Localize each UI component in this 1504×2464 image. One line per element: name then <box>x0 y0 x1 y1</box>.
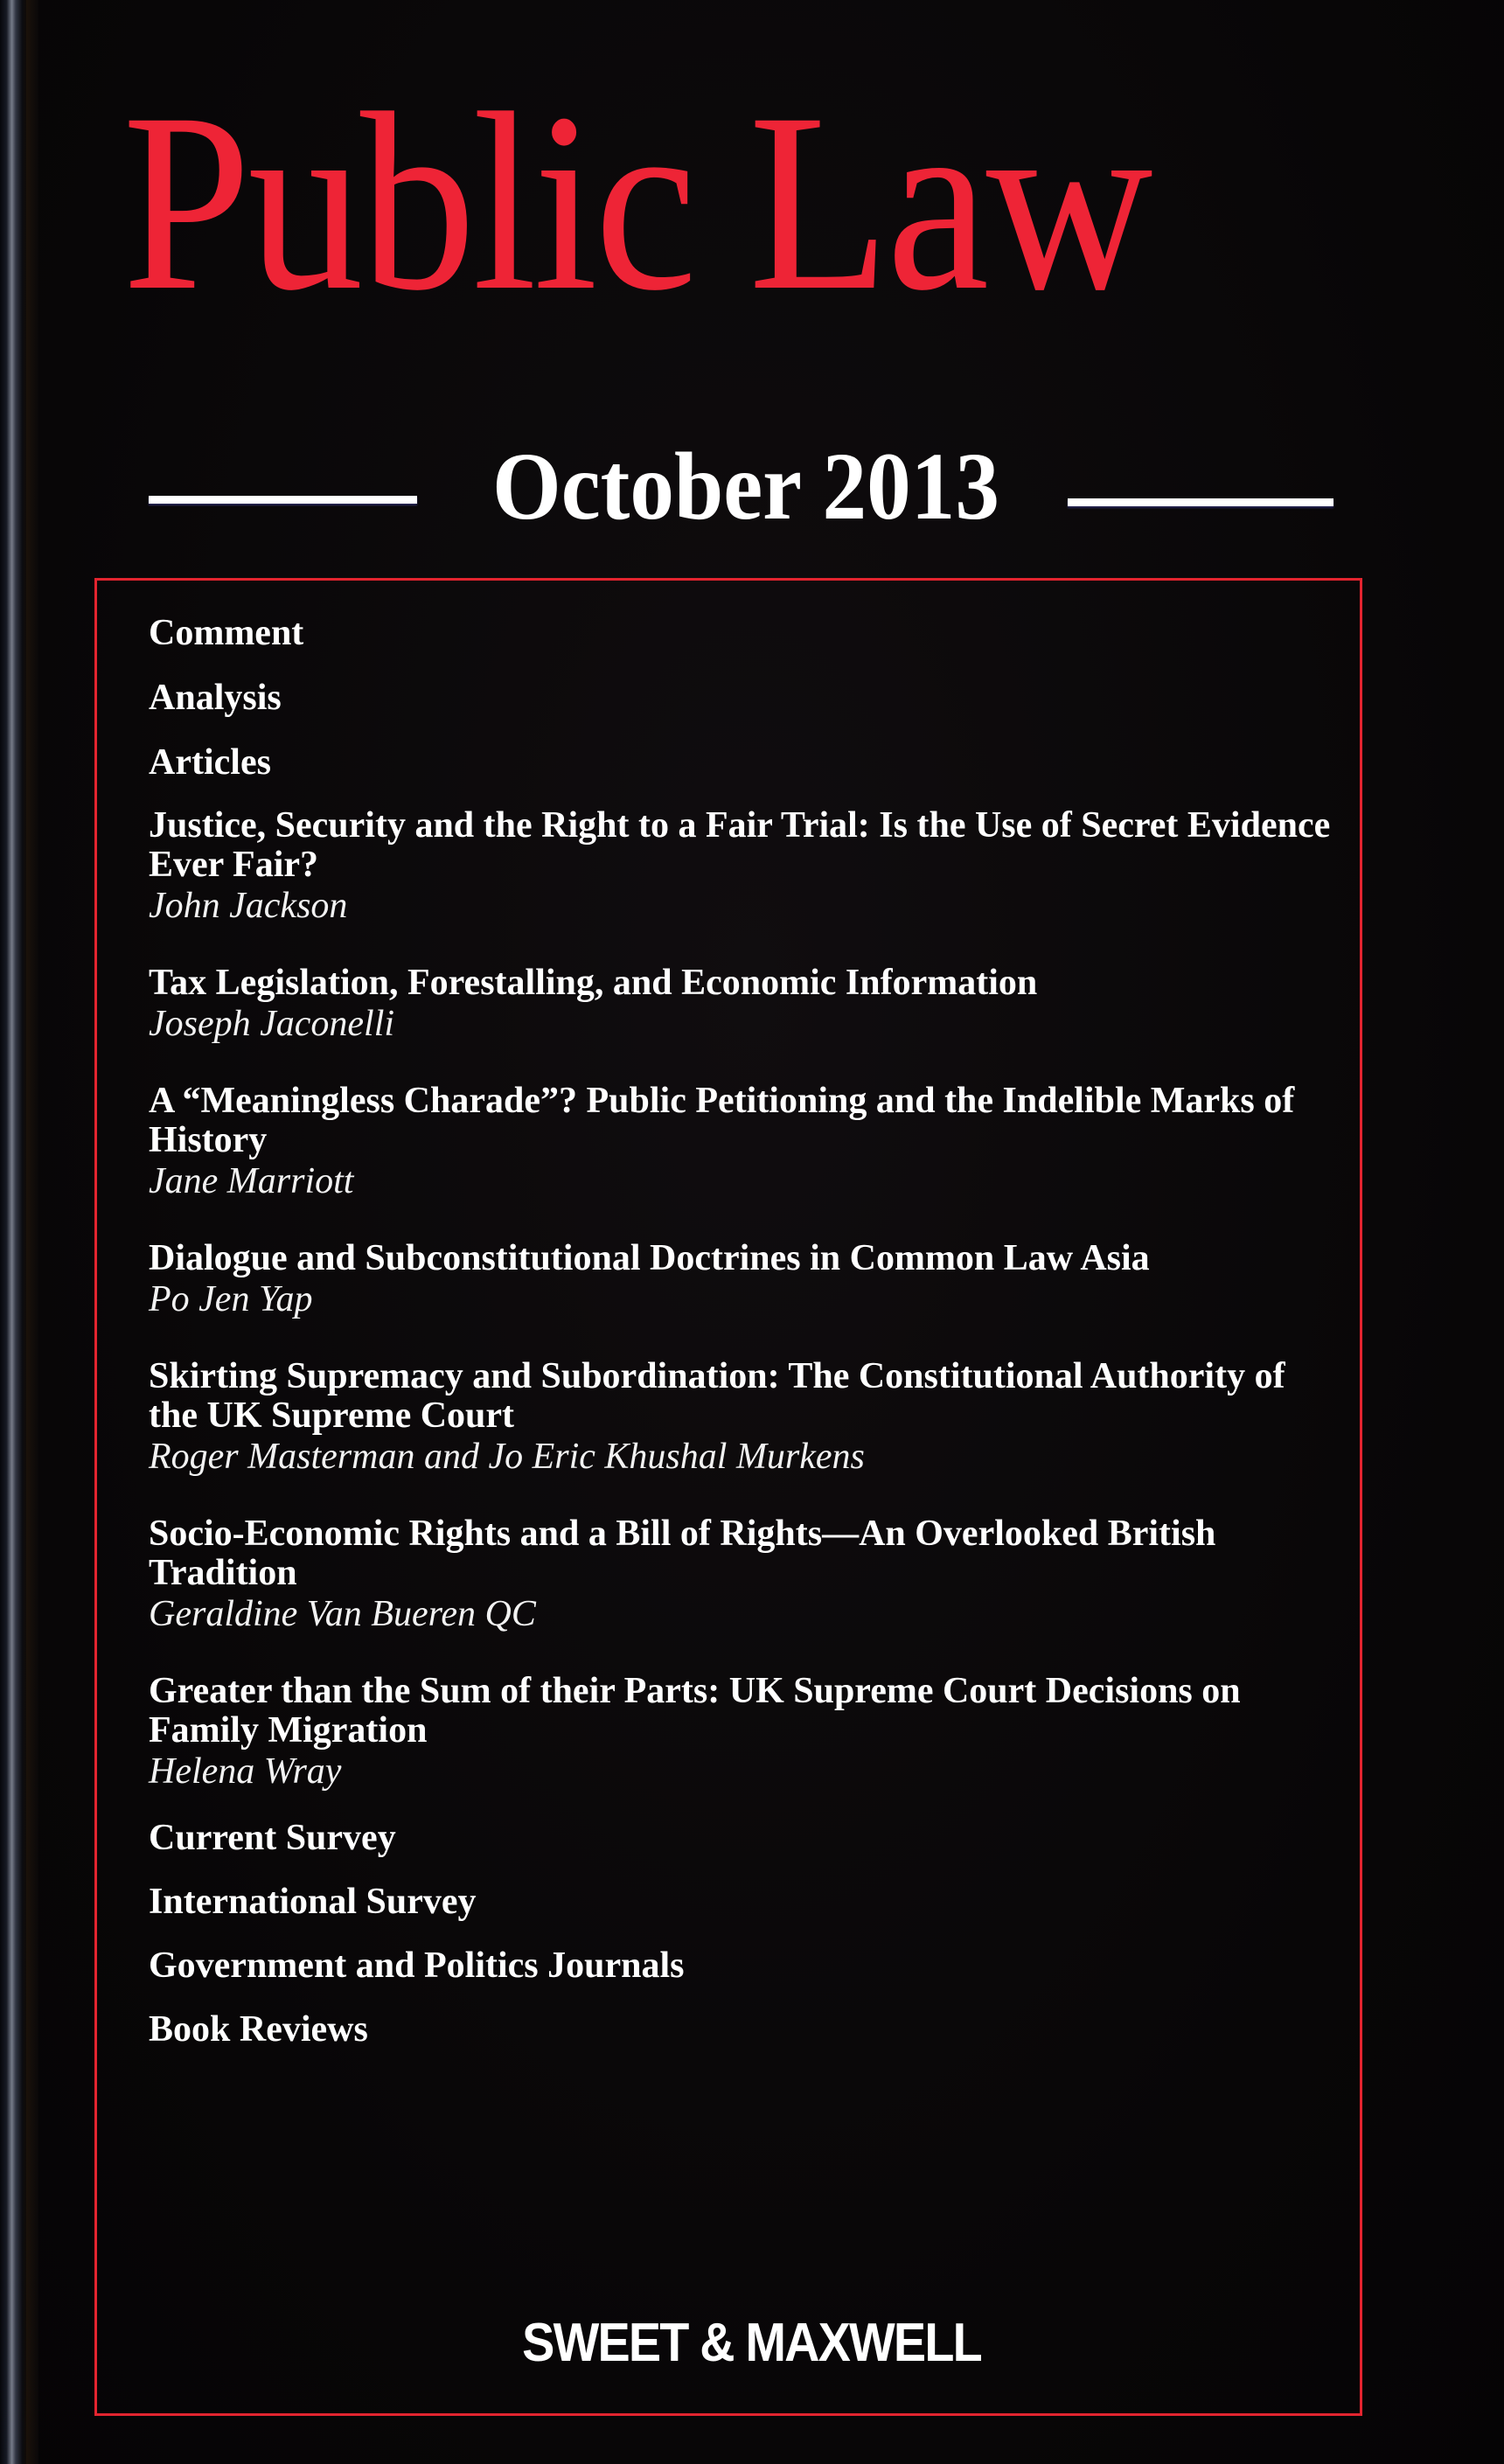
article-title: A “Meaningless Charade”? Public Petitioning and the Indelible Marks of History <box>149 1081 1295 1160</box>
section-articles: Articles <box>149 742 271 783</box>
article-title: Skirting Supremacy and Subordination: The Constitutional Authority of the UK Supreme Court <box>149 1356 1285 1436</box>
publisher-name: SWEET & MAXWELL <box>522 2313 982 2373</box>
book-spine-edge <box>0 0 26 2464</box>
article-entry <box>149 1239 1338 1320</box>
article-author: Roger Masterman and Jo Eric Khushal Murkens <box>149 1437 865 1477</box>
issue-date: October 2013 <box>492 433 999 539</box>
article-author: Jane Marriott <box>149 1161 354 1201</box>
issue-row <box>0 425 1504 547</box>
section-comment: Comment <box>149 613 304 653</box>
section-book-reviews: Book Reviews <box>149 2009 368 2050</box>
article-entry <box>149 1082 1338 1202</box>
article-author: John Jackson <box>149 886 348 926</box>
article-entry <box>149 806 1338 927</box>
left-rule-divider <box>149 496 417 504</box>
section-international-survey: International Survey <box>149 1882 477 1922</box>
right-rule-divider <box>1068 498 1333 506</box>
section-current-survey: Current Survey <box>149 1818 396 1858</box>
article-entry <box>149 1357 1338 1478</box>
table-of-contents <box>149 612 1338 2072</box>
section-analysis: Analysis <box>149 678 282 718</box>
section-government-politics-journals: Government and Politics Journals <box>149 1945 685 1986</box>
article-author: Po Jen Yap <box>149 1279 313 1319</box>
article-author: Helena Wray <box>149 1751 342 1792</box>
article-author: Joseph Jaconelli <box>149 1004 395 1044</box>
article-title: Justice, Security and the Right to a Fair Trial: Is the Use of Secret Evidence Ever Fair? <box>149 805 1331 885</box>
article-entry <box>149 1514 1338 1635</box>
article-title: Greater than the Sum of their Parts: UK Supreme Court Decisions on Family Migration <box>149 1671 1241 1751</box>
spine-shadow <box>26 0 38 2464</box>
journal-title: Public Law <box>122 61 1150 344</box>
article-entry <box>149 1672 1338 1792</box>
trailing-sections <box>149 1817 1338 2050</box>
article-title: Tax Legislation, Forestalling, and Economic Information <box>149 963 1038 1003</box>
article-entry <box>149 964 1338 1045</box>
publisher-logo <box>0 2308 1504 2378</box>
article-title: Socio-Economic Rights and a Bill of Rights—An Overlooked British Tradition <box>149 1514 1216 1593</box>
article-title: Dialogue and Subconstitutional Doctrines in Common Law Asia <box>149 1238 1150 1278</box>
article-author: Geraldine Van Bueren QC <box>149 1594 536 1634</box>
